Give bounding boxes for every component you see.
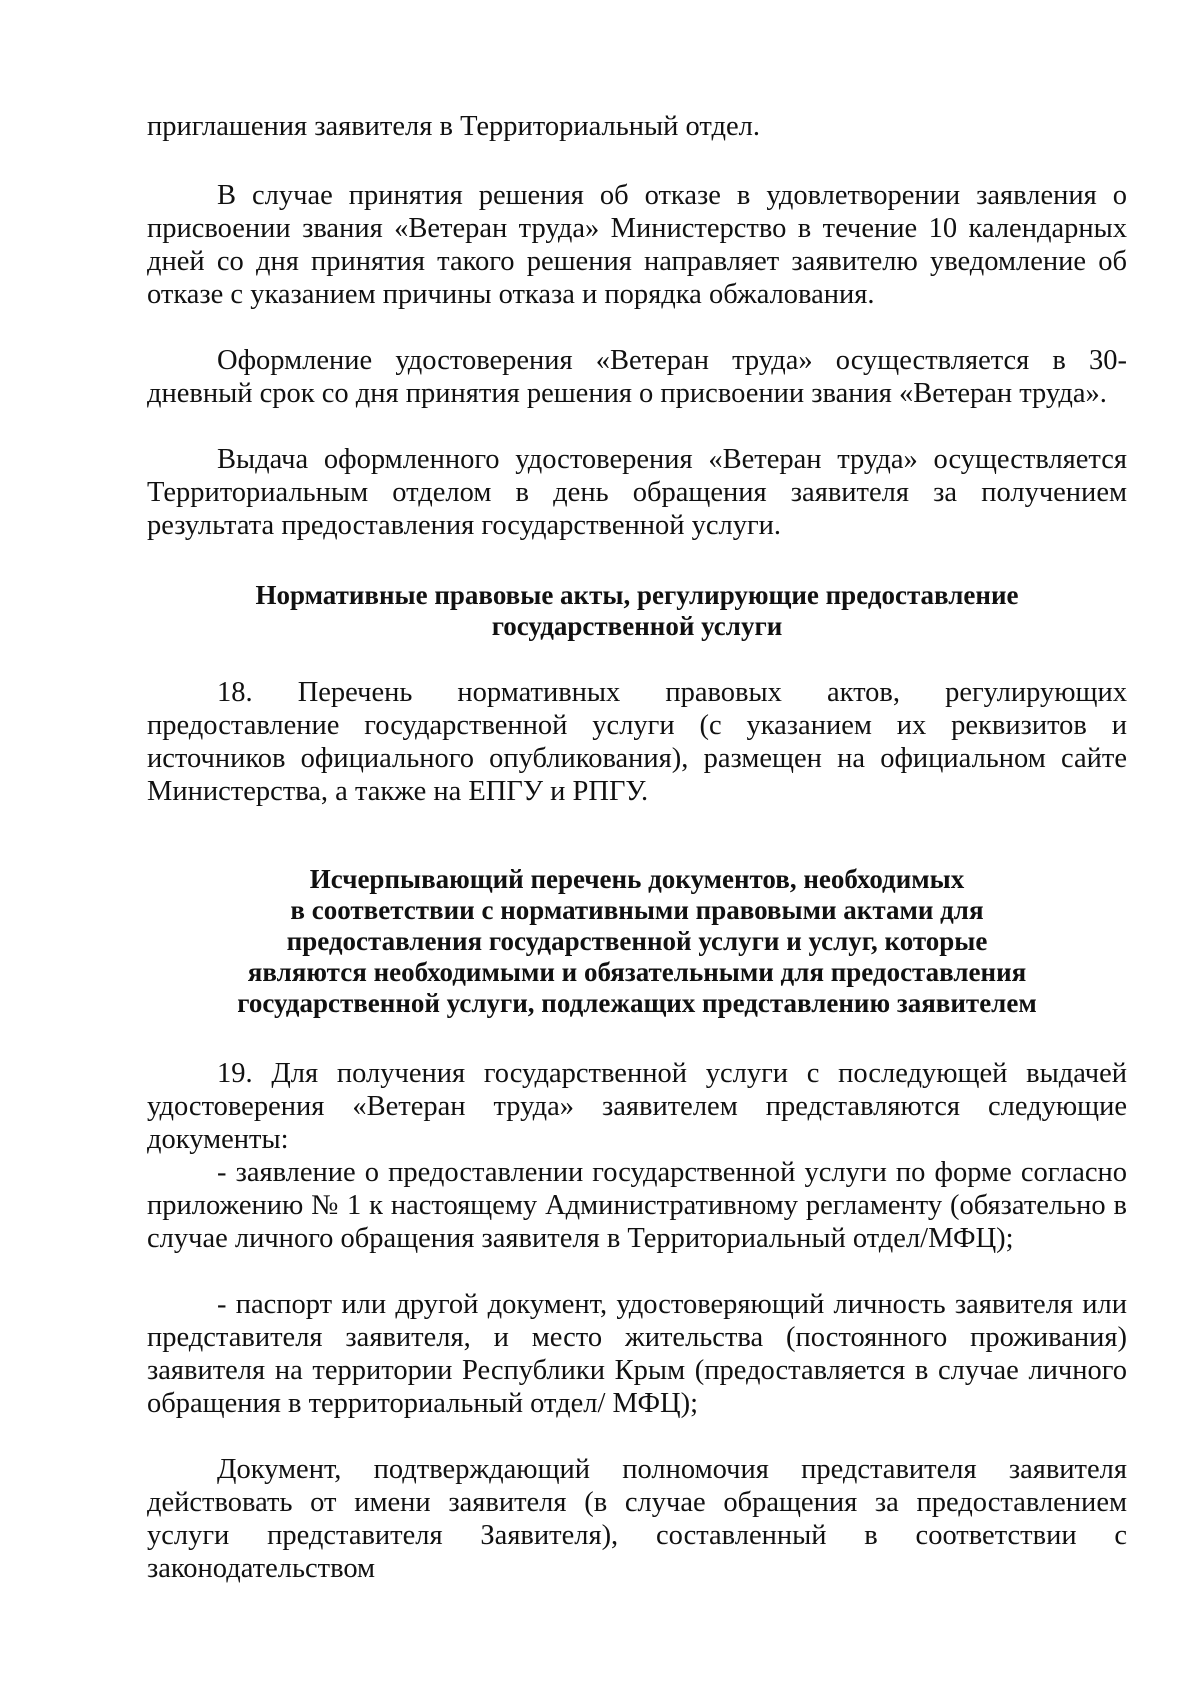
list-item-passport: - паспорт или другой документ, удостоверяющий личность заявителя или представителя заявителя, и место жительства (постоянного проживания) заявителя на территории Республики Крым (предоставляется в случае личного обращения в территориальный отдел/ МФЦ);: [147, 1289, 1127, 1419]
section-heading-legal-acts: [147, 580, 1127, 642]
heading-line: Нормативные правовые акты, регулирующие предоставление: [255, 580, 1019, 610]
paragraph-item-19: 19. Для получения государственной услуги с последующей выдачей удостоверения «Ветеран труда» заявителем представляются следующие документы:: [147, 1058, 1127, 1155]
paragraph-certificate-processing: Оформление удостоверения «Ветеран труда» осуществляется в 30-дневный срок со дня принятия решения о присвоении звания «Ветеран труда».: [147, 345, 1127, 409]
heading-line: предоставления государственной услуги и услуг, которые: [286, 926, 988, 956]
heading-line: Исчерпывающий перечень документов, необходимых: [309, 864, 965, 894]
paragraph-certificate-issuance: Выдача оформленного удостоверения «Ветеран труда» осуществляется Территориальным отделом в день обращения заявителя за получением результата предоставления государственной услуги.: [147, 444, 1127, 541]
paragraph-representative-authority: Документ, подтверждающий полномочия представителя заявителя действовать от имени заявителя (в случае обращения за предоставлением услуги представителя Заявителя), составленный в соответствии с законодательством: [147, 1454, 1127, 1584]
heading-line: государственной услуги, подлежащих представлению заявителем: [237, 988, 1037, 1018]
paragraph-refusal: В случае принятия решения об отказе в удовлетворении заявления о присвоении звания «Ветеран труда» Министерство в течение 10 календарных дней со дня принятия такого решения направляет заявителю уведомление об отказе с указанием причины отказа и порядка обжалования.: [147, 180, 1127, 310]
heading-line: являются необходимыми и обязательными для предоставления: [247, 957, 1027, 987]
document-body: [147, 110, 1127, 1585]
paragraph-continuation: приглашения заявителя в Территориальный отдел.: [147, 111, 760, 142]
heading-line: в соответствии с нормативными правовыми актами для: [290, 895, 984, 925]
paragraph-item-18: 18. Перечень нормативных правовых актов, регулирующих предоставление государственной услуги (с указанием их реквизитов и источников официального опубликования), размещен на официальном сайте Министерства, а также на ЕПГУ и РПГУ.: [147, 677, 1127, 807]
list-item-application: - заявление о предоставлении государственной услуги по форме согласно приложению № 1 к настоящему Административному регламенту (обязательно в случае личного обращения заявителя в Территориальный отдел/МФЦ);: [147, 1157, 1127, 1254]
section-heading-documents-list: [147, 864, 1127, 1019]
heading-line: государственной услуги: [491, 611, 783, 641]
